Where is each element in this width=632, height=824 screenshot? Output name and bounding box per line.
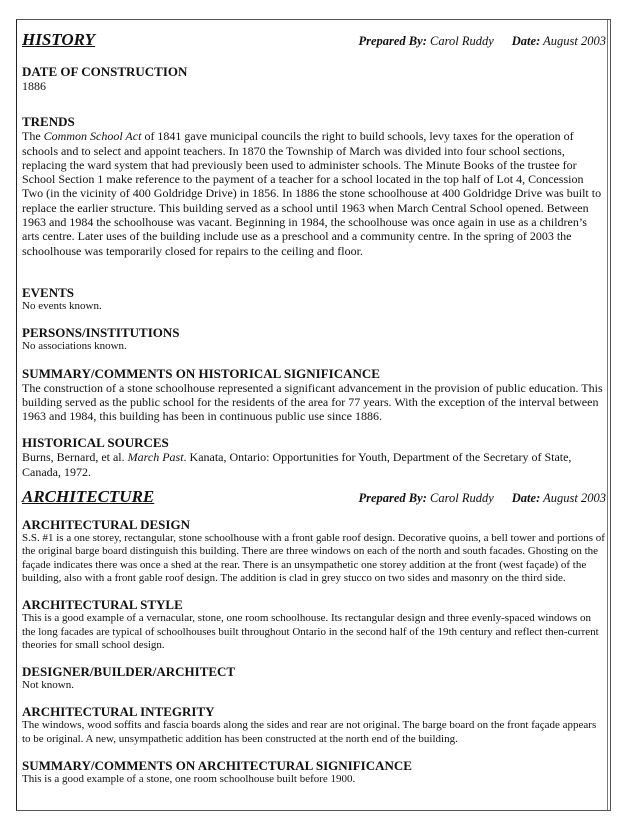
history-trends bbox=[22, 114, 606, 258]
history-persons-institutions bbox=[22, 325, 606, 353]
section-text: Not known. bbox=[22, 679, 74, 692]
document-content bbox=[22, 30, 606, 786]
section-heading: TRENDS bbox=[22, 114, 75, 130]
section-heading: EVENTS bbox=[22, 284, 75, 300]
section-text: The construction of a stone schoolhouse represented a significant advancement in the provision of public education. This building served as the public school for the residents of the area for 77 years. With the exception of the interval between 1963 and 1984, this building has been in continuous public use since 1886. bbox=[22, 380, 603, 424]
history-header bbox=[22, 30, 606, 50]
architecture-designer-builder bbox=[22, 664, 606, 692]
section-heading: DESIGNER/BUILDER/ARCHITECT bbox=[22, 664, 236, 680]
section-heading: PERSONS/INSTITUTIONS bbox=[22, 325, 180, 341]
architecture-integrity bbox=[22, 704, 606, 746]
architecture-style bbox=[22, 597, 606, 652]
section-text: This is a good example of a vernacular, stone, one room schoolhouse. Its rectangular design and three evenly-spaced windows on the long facades are typical of schoolhouses built throughout Ontario in the second half of the 19th century and reflect then-current theories for small school design. bbox=[22, 612, 599, 651]
history-prepared-by: Prepared By: Carol Ruddy Date: August 2003 bbox=[358, 34, 606, 48]
section-text: The Common School Act of 1841 gave municipal councils the right to build schools, levy taxes for the operation of schools and to select and appoint teachers. In 1870 the Township of March was divided into four school sections, replacing the ward system that had previously been used to administer schools. The Minute Books of the trustee for School Section 1 make reference to the payment of a teacher for a school located in the top half of Lot 4, Concession Two (in the vicinity of 400 Goldridge Drive) in 1856. In 1886 the stone schoolhouse at 400 Goldridge Drive was built to replace the earlier structure. This building served as a school until 1963 when March Central School opened. Between 1963 and 1984 the schoolhouse was vacant. Beginning in 1984, the schoolhouse was once again in use as a children’s arts centre. Later uses of the building include use as a preschool and a community centre. In the spring of 2003 the schoolhouse was temporarily closed for repairs to the ceiling and floor. bbox=[22, 129, 602, 258]
section-text: S.S. #1 is a one storey, rectangular, stone schoolhouse with a front gable roof design. Decorative quoins, a bell tower and portions of the original barge board distinguish this building. There are three windows on each of the north and south facades. Ghosting on the façade indicates there was once a shed at the rear. There is an unsympathetic one storey addition at the front (west façade) of the building, also with a front gable roof design. The addition is clad in grey stucco on two sides and masonry on the third side. bbox=[22, 532, 605, 584]
section-text: This is a good example of a stone, one room schoolhouse built before 1900. bbox=[22, 773, 356, 786]
section-heading: ARCHITECTURAL DESIGN bbox=[22, 517, 190, 533]
history-date-of-construction bbox=[22, 64, 606, 93]
architecture-design bbox=[22, 517, 606, 585]
architecture-header bbox=[22, 487, 606, 507]
architecture-summary-significance bbox=[22, 758, 606, 786]
section-text: No associations known. bbox=[22, 340, 127, 353]
history-sources bbox=[22, 435, 606, 479]
section-heading: HISTORICAL SOURCES bbox=[22, 435, 169, 451]
history-summary-significance bbox=[22, 366, 606, 424]
section-heading: SUMMARY/COMMENTS ON HISTORICAL SIGNIFICANCE bbox=[22, 365, 380, 381]
section-text: The windows, wood soffits and fascia boards along the sides and rear are not original. The barge board on the front façade appears to be original. A new, unsympathetic addition has been constructed at the north end of the building. bbox=[22, 719, 597, 745]
history-title: HISTORY bbox=[22, 30, 96, 49]
section-heading: ARCHITECTURAL STYLE bbox=[22, 597, 183, 613]
architecture-title: ARCHITECTURE bbox=[22, 487, 155, 507]
architecture-prepared-by: Prepared By: Carol Ruddy Date: August 2003 bbox=[358, 491, 606, 506]
section-heading: SUMMARY/COMMENTS ON ARCHITECTURAL SIGNIFICANCE bbox=[22, 758, 412, 774]
section-text: No events known. bbox=[22, 299, 102, 312]
section-heading: ARCHITECTURAL INTEGRITY bbox=[22, 704, 215, 720]
history-events bbox=[22, 285, 606, 313]
section-heading: DATE OF CONSTRUCTION bbox=[22, 64, 188, 79]
section-text: 1886 bbox=[22, 79, 46, 93]
section-text: Burns, Bernard, et al. March Past. Kanata, Ontario: Opportunities for Youth, Department of the Secretary of State, Canada, 1972. bbox=[22, 450, 572, 479]
